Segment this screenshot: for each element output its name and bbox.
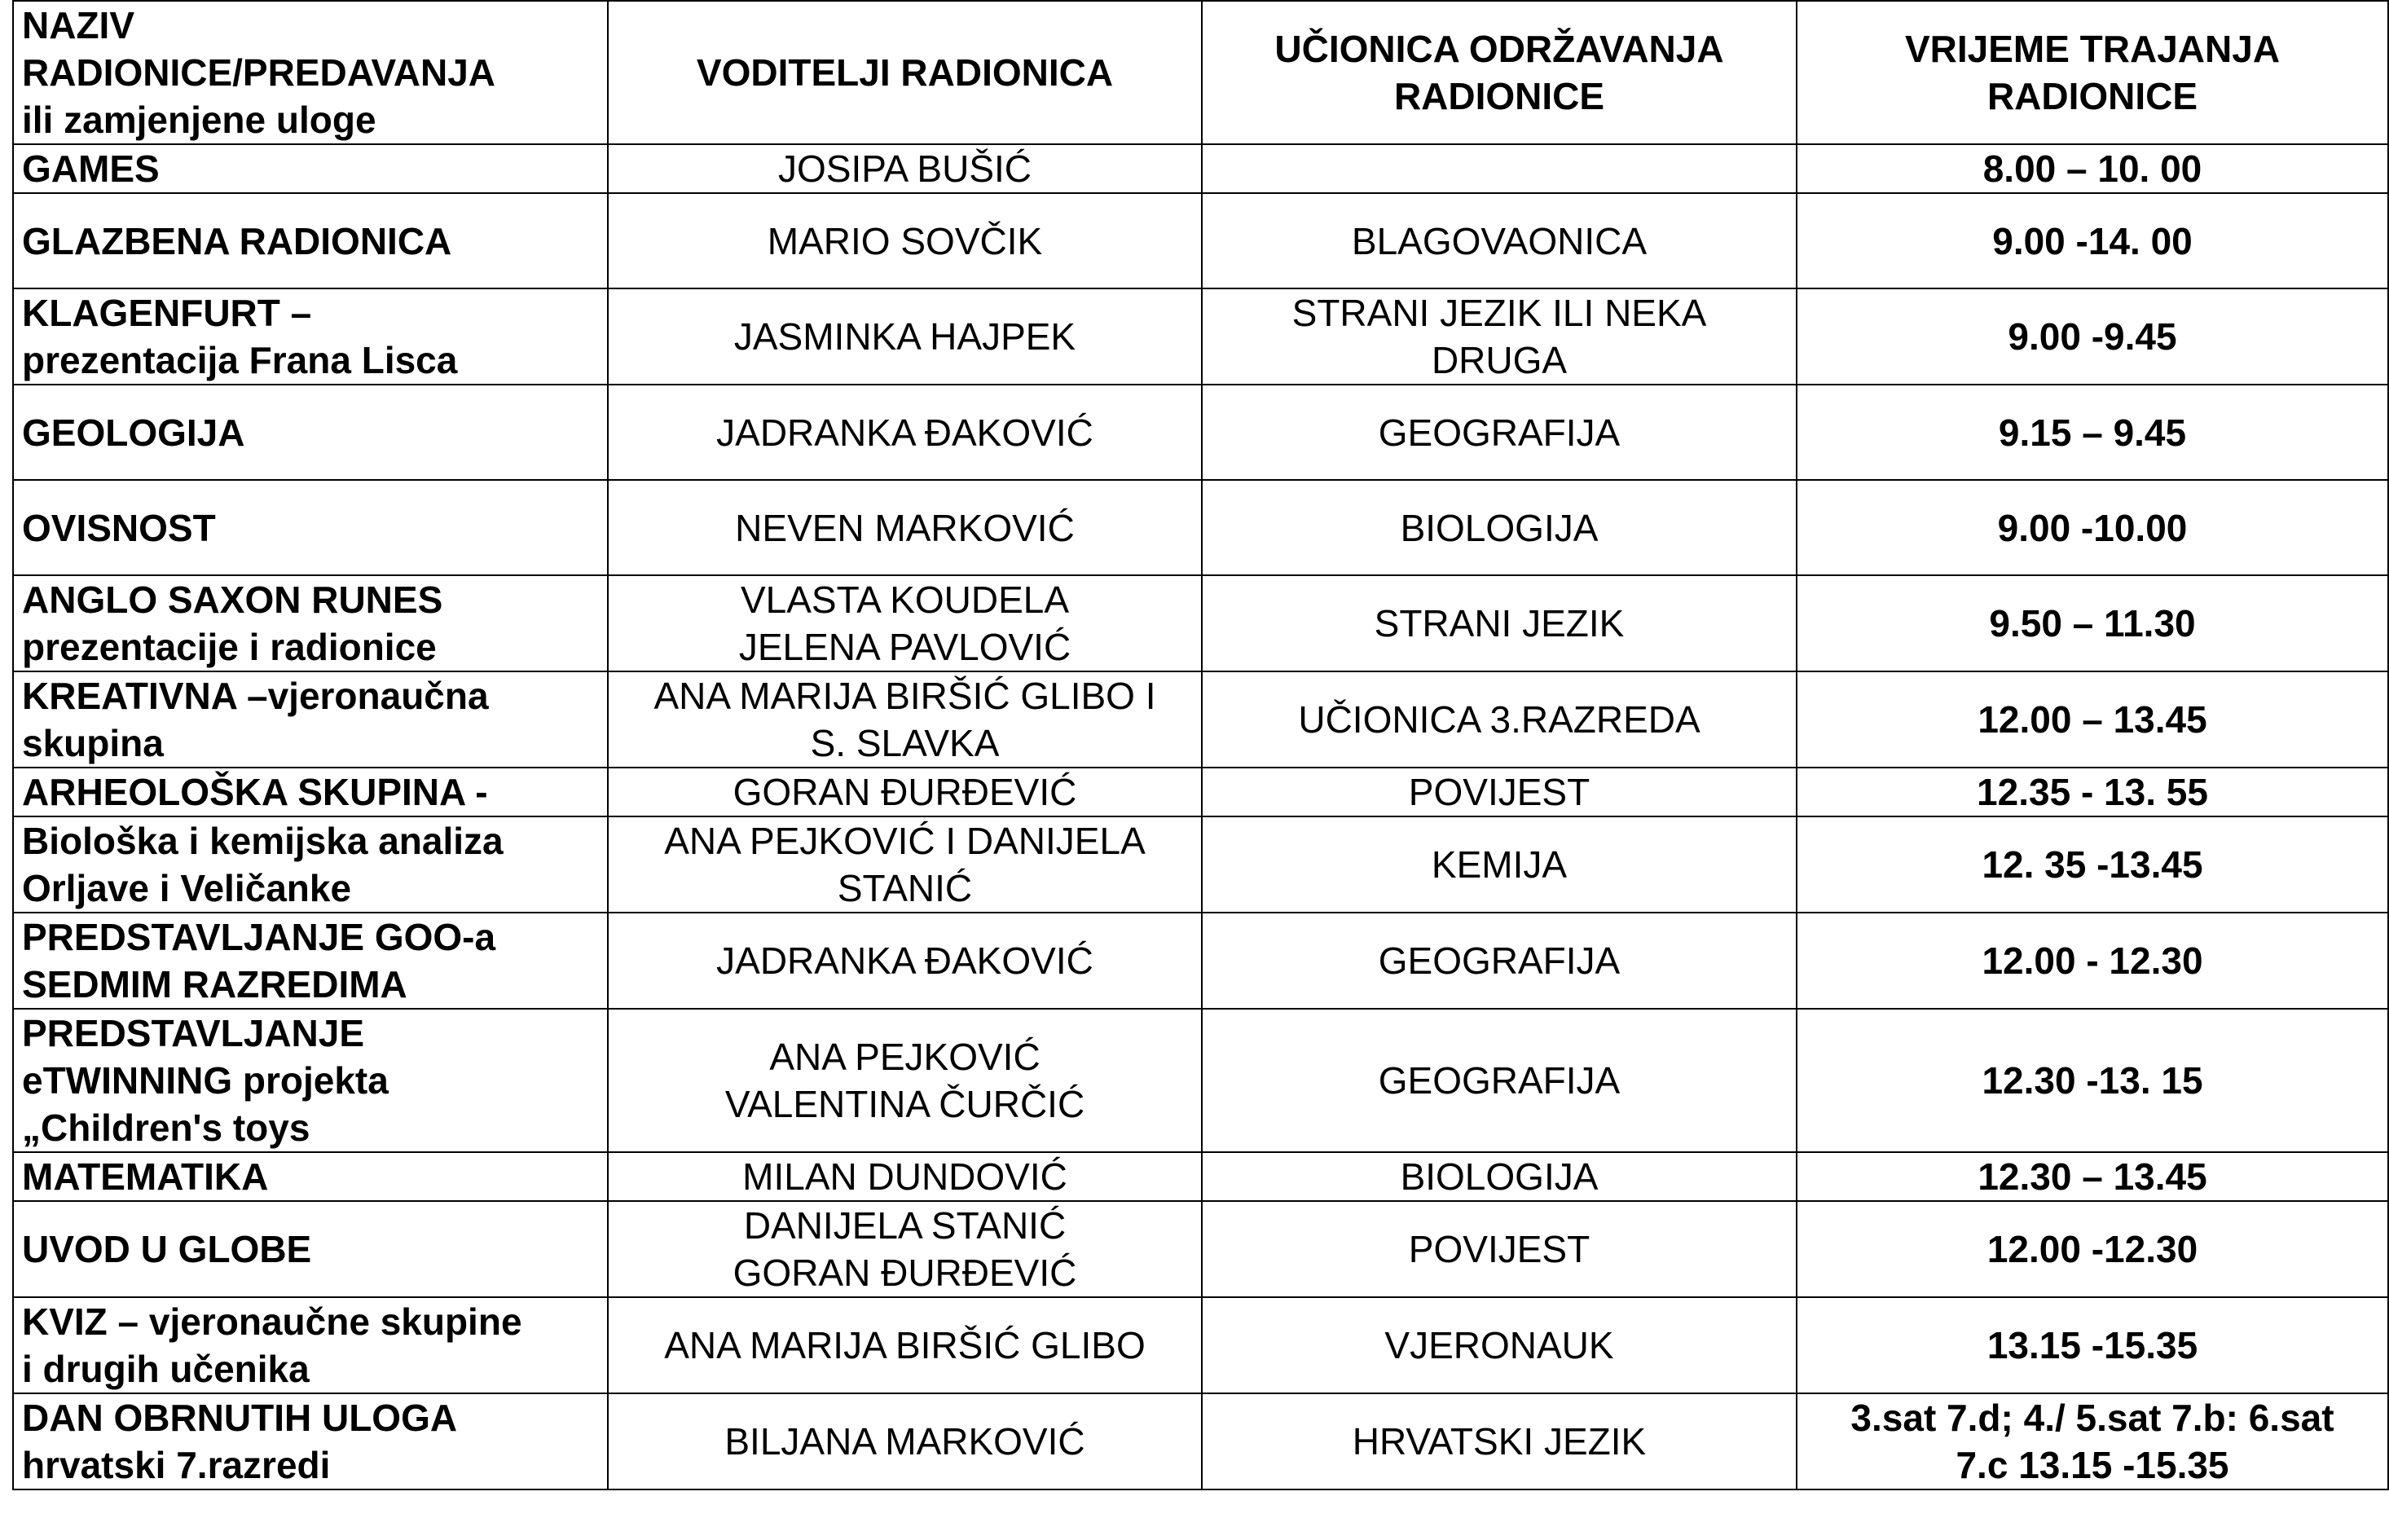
classroom-cell-line: VJERONAUK [1384, 1324, 1614, 1366]
classroom-cell [1202, 1297, 1797, 1393]
leader-cell-line: ANA PEJKOVIĆ [769, 1036, 1041, 1078]
classroom-cell [1202, 1152, 1797, 1201]
leader-cell-line: GORAN ĐURĐEVIĆ [733, 1252, 1077, 1294]
table-row [13, 1152, 2388, 1201]
workshop-name-cell [13, 1009, 608, 1152]
workshop-name-cell-line: KREATIVNA –vjeronaučna [22, 675, 489, 717]
duration-cell-line: 9.00 -14. 00 [1992, 219, 2193, 262]
table-row [13, 1201, 2388, 1297]
duration-cell [1797, 144, 2388, 193]
header-classroom: UČIONICA ODRŽAVANJA RADIONICE [1202, 1, 1797, 144]
workshop-name-cell-line: ARHEOLOŠKA SKUPINA - [22, 771, 488, 813]
table-row [13, 193, 2388, 288]
leader-cell-line: ANA PEJKOVIĆ I DANIJELA [664, 820, 1146, 862]
leader-cell-line: S. SLAVKA [810, 722, 1000, 764]
duration-cell-line: 12.35 - 13. 55 [1977, 771, 2208, 813]
table-row [13, 288, 2388, 385]
duration-cell [1797, 1152, 2388, 1201]
workshop-name-cell-line: hrvatski 7.razredi [22, 1444, 331, 1486]
leader-cell-line: MILAN DUNDOVIĆ [742, 1155, 1067, 1198]
leader-cell [608, 1393, 1202, 1489]
duration-cell-line: 12.00 -12.30 [1986, 1228, 2198, 1270]
workshop-name-cell [13, 816, 608, 913]
table-row [13, 816, 2388, 913]
workshop-schedule-table [12, 0, 2389, 1490]
duration-cell-line: 9.00 -9.45 [2008, 315, 2177, 358]
classroom-cell-line: DRUGA [1431, 339, 1568, 381]
classroom-cell [1202, 1393, 1797, 1489]
duration-cell [1797, 1297, 2388, 1393]
workshop-name-cell-line: SEDMIM RAZREDIMA [22, 963, 407, 1005]
workshop-name-cell-line: prezentacija Frana Lisca [22, 339, 458, 381]
classroom-cell [1202, 1201, 1797, 1297]
workshop-name-cell-line: ANGLO SAXON RUNES [22, 579, 443, 621]
duration-cell [1797, 1009, 2388, 1152]
workshop-name-cell-line: skupina [22, 722, 164, 764]
workshop-name-cell-line: GLAZBENA RADIONICA [22, 219, 452, 262]
duration-cell [1797, 288, 2388, 385]
header-row [13, 1, 2388, 144]
classroom-cell [1202, 816, 1797, 913]
classroom-cell [1202, 671, 1797, 768]
leader-cell [608, 816, 1202, 913]
workshop-name-cell-line: Orljave i Veličanke [22, 867, 352, 909]
duration-cell [1797, 385, 2388, 480]
leader-cell [608, 768, 1202, 816]
classroom-cell-line: POVIJEST [1408, 771, 1590, 813]
duration-cell-line: 7.c 13.15 -15.35 [1956, 1444, 2229, 1486]
workshop-name-cell-line: KVIZ – vjeronaučne skupine [22, 1300, 522, 1343]
workshop-name-cell-line: KLAGENFURT – [22, 292, 312, 334]
duration-cell-line: 3.sat 7.d; 4./ 5.sat 7.b: 6.sat [1850, 1397, 2334, 1439]
table-row [13, 768, 2388, 816]
workshop-name-cell-line: UVOD U GLOBE [22, 1228, 312, 1270]
table-row [13, 575, 2388, 671]
classroom-cell-line: KEMIJA [1431, 843, 1568, 886]
workshop-name-cell-line: i drugih učenika [22, 1348, 310, 1390]
leader-cell-line: VLASTA KOUDELA [740, 579, 1070, 621]
leader-cell-line: JADRANKA ĐAKOVIĆ [716, 939, 1093, 982]
leader-cell [608, 671, 1202, 768]
leader-cell [608, 1297, 1202, 1393]
classroom-cell-line: BLAGOVAONICA [1351, 219, 1648, 262]
table-row [13, 480, 2388, 575]
leader-cell [608, 385, 1202, 480]
workshop-name-cell [13, 1152, 608, 1201]
workshop-name-cell [13, 385, 608, 480]
workshop-name-cell [13, 913, 608, 1009]
duration-cell-line: 9.15 – 9.45 [1998, 411, 2187, 454]
workshop-name-cell-line: GAMES [22, 147, 160, 190]
table-row [13, 1297, 2388, 1393]
classroom-cell-line: HRVATSKI JEZIK [1352, 1420, 1647, 1463]
workshop-name-cell [13, 288, 608, 385]
leader-cell-line: JADRANKA ĐAKOVIĆ [716, 411, 1093, 454]
leader-cell [608, 480, 1202, 575]
classroom-cell-line: UČIONICA 3.RAZREDA [1298, 698, 1700, 741]
table-row [13, 913, 2388, 1009]
workshop-name-cell-line: DAN OBRNUTIH ULOGA [22, 1397, 458, 1439]
duration-cell-line: 13.15 -15.35 [1986, 1324, 2198, 1366]
workshop-name-cell-line: eTWINNING projekta [22, 1059, 389, 1102]
workshop-name-cell-line: „Children's toys [22, 1107, 310, 1149]
duration-cell-line: 12. 35 -13.45 [1982, 843, 2203, 886]
duration-cell [1797, 913, 2388, 1009]
workshop-name-cell-line: PREDSTAVLJANJE GOO-a [22, 916, 496, 958]
header-duration: VRIJEME TRAJANJA RADIONICE [1797, 1, 2388, 144]
classroom-cell [1202, 193, 1797, 288]
duration-cell [1797, 816, 2388, 913]
duration-cell-line: 9.00 -10.00 [1997, 506, 2188, 549]
leader-cell-line: JELENA PAVLOVIĆ [738, 626, 1071, 668]
workshop-name-cell [13, 144, 608, 193]
leader-cell-line: JASMINKA HAJPEK [733, 315, 1076, 358]
leader-cell [608, 144, 1202, 193]
workshop-name-cell-line: Biološka i kemijska analiza [22, 820, 504, 862]
duration-cell [1797, 575, 2388, 671]
workshop-name-cell-line: GEOLOGIJA [22, 411, 245, 454]
duration-cell-line: 12.00 – 13.45 [1978, 698, 2207, 741]
classroom-cell-line: POVIJEST [1408, 1228, 1590, 1270]
duration-cell [1797, 193, 2388, 288]
duration-cell-line: 12.30 – 13.45 [1978, 1155, 2207, 1198]
classroom-cell [1202, 480, 1797, 575]
workshop-name-cell-line: MATEMATIKA [22, 1155, 269, 1198]
classroom-cell-line: BIOLOGIJA [1400, 1155, 1599, 1198]
classroom-cell [1202, 913, 1797, 1009]
classroom-cell-line: GEOGRAFIJA [1378, 411, 1621, 454]
table-body [13, 144, 2388, 1489]
duration-cell-line: 8.00 – 10. 00 [1982, 147, 2202, 190]
leader-cell [608, 193, 1202, 288]
workshop-name-cell [13, 1393, 608, 1489]
leader-cell-line: ANA MARIJA BIRŠIĆ GLIBO I [653, 675, 1156, 717]
classroom-cell-line: GEOGRAFIJA [1378, 939, 1621, 982]
leader-cell [608, 1201, 1202, 1297]
leader-cell-line: BILJANA MARKOVIĆ [724, 1420, 1085, 1463]
classroom-cell-line: GEOGRAFIJA [1378, 1059, 1621, 1102]
workshop-name-cell [13, 193, 608, 288]
leader-cell-line: GORAN ĐURĐEVIĆ [733, 771, 1077, 813]
header-leaders: VODITELJI RADIONICA [608, 1, 1202, 144]
duration-cell [1797, 1393, 2388, 1489]
workshop-name-cell-line: OVISNOST [22, 506, 216, 549]
workshop-name-cell [13, 768, 608, 816]
classroom-cell [1202, 575, 1797, 671]
duration-cell-line: 9.50 – 11.30 [1989, 602, 2196, 645]
duration-cell-line: 12.00 - 12.30 [1982, 939, 2203, 982]
workshop-name-cell [13, 671, 608, 768]
leader-cell [608, 288, 1202, 385]
duration-cell-line: 12.30 -13. 15 [1982, 1059, 2203, 1102]
leader-cell-line: NEVEN MARKOVIĆ [735, 506, 1075, 549]
workshop-name-cell-line: PREDSTAVLJANJE [22, 1012, 365, 1054]
leader-cell-line: VALENTINA ČURČIĆ [724, 1083, 1085, 1125]
table-row [13, 1393, 2388, 1489]
workshop-name-cell [13, 575, 608, 671]
duration-cell [1797, 671, 2388, 768]
leader-cell-line: STANIĆ [837, 867, 973, 909]
workshop-name-cell [13, 480, 608, 575]
leader-cell [608, 1009, 1202, 1152]
leader-cell-line: DANIJELA STANIĆ [743, 1204, 1067, 1247]
classroom-cell [1202, 288, 1797, 385]
classroom-cell-line: STRANI JEZIK ILI NEKA [1291, 292, 1707, 334]
duration-cell [1797, 1201, 2388, 1297]
table-row [13, 671, 2388, 768]
classroom-cell [1202, 768, 1797, 816]
workshop-name-cell [13, 1297, 608, 1393]
classroom-cell [1202, 1009, 1797, 1152]
classroom-cell-line: BIOLOGIJA [1400, 506, 1599, 549]
leader-cell [608, 913, 1202, 1009]
header-workshop-name: NAZIV RADIONICE/PREDAVANJA ili zamjenjene uloge [13, 1, 608, 144]
table-row [13, 144, 2388, 193]
leader-cell-line: MARIO SOVČIK [767, 219, 1043, 262]
duration-cell [1797, 480, 2388, 575]
classroom-cell [1202, 144, 1797, 193]
table-row [13, 385, 2388, 480]
workshop-name-cell [13, 1201, 608, 1297]
classroom-cell-line: STRANI JEZIK [1374, 602, 1625, 645]
leader-cell [608, 575, 1202, 671]
leader-cell [608, 1152, 1202, 1201]
leader-cell-line: JOSIPA BUŠIĆ [777, 147, 1032, 190]
classroom-cell [1202, 385, 1797, 480]
table-row [13, 1009, 2388, 1152]
duration-cell [1797, 768, 2388, 816]
workshop-name-cell-line: prezentacije i radionice [22, 626, 437, 668]
leader-cell-line: ANA MARIJA BIRŠIĆ GLIBO [664, 1324, 1146, 1366]
